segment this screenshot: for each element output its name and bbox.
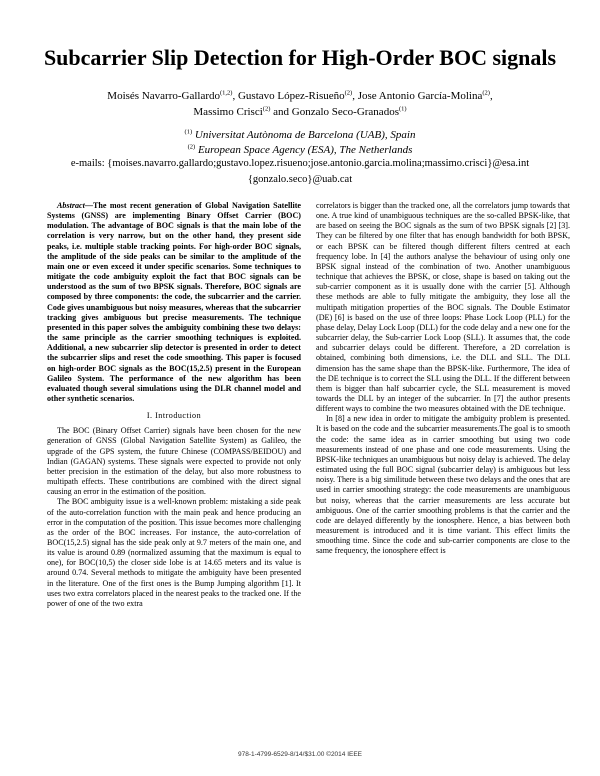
body-paragraph: correlators is bigger than the tracked one, all the correlators jump towards that one. A true kind of unambiguous techniques are the so-called BPSK-like, that are based on seeing the BOC signals as the sum of two BPSK signals [2] [3]. They can be filtered by one filter that has enough bandwidth for both BPSK, or each BPSK can be filtered though different filters centred at each frequency lobe. In [4] the authors analyse the behaviour of using only one BPSK signal instead of the combination of two. Another unambiguous technique that achieves the BPSK, or close, shape is based on taking out the sub-carrier component as it is usually done with the carrier [5]. Although these methods are able to fully mitigate the ambiguity, they lose all the multipath mitigation properties of the BOC signals. The Double Estimator (DE) [6] is based on the use of three loops: Phase Lock Loop (PLL) for the phase delay, Delay Lock Loop (DLL) for the code delay and a new one for the subcarrier delay, the Sub-carrier Lock Loop (SLL). It assumes that, the code and subcarrier delays could be different. Therefore, a 2D correlation is obtained, combining both dimensions, i.e. the DLL and SLL. The DLL dimension has the same shape than the BPSK-like. Furthermore, The idea of the DE technique is to correct the SLL using the DLL. If the different between them is bigger than half subcarrier cycle, the SLL measurement is moved towards the DLL by an integer of the subcarrier. In [7] the author presents different ways to combine the two measures obtained with the DE technique. [316,201,570,414]
author-affiliation-mark: (2) [482,89,490,97]
affiliation-list [70,128,530,158]
author-affiliation-mark: (1,2) [220,89,233,97]
body-paragraph: The BOC (Binary Offset Carrier) signals have been chosen for the new generation of GNSS (Global Navigation Satellite System) as Galileo, the upgrade of the GPS system, the future Chinese (COMPASS/BEIDOU) and Indian (GAGAN) systems. These signals were expected to provide not only better precision in the estimation of the delay, but also more robustness to multipath effects. These contributions are combined with the direct signal causing an error in the estimation of the position. [47,426,301,497]
abstract [47,201,301,404]
author-affiliation-mark: (1) [398,105,407,113]
author-name: , Gustavo López-Risueño [232,90,345,102]
email-line: {gonzalo.seco}@uab.cat [247,174,353,185]
author-name: Massimo Crisci [193,106,263,118]
affiliation: European Space Agency (ESA), The Netherlands [195,144,413,156]
author-affiliation-mark: (2) [344,89,353,97]
abstract-lead: Abstract [57,201,85,210]
affiliation-mark: (2) [187,143,196,151]
author-name: , Jose Antonio García-Molina [352,90,483,102]
abstract-text: —The most recent generation of Global Navigation Satellite Systems (GNSS) are implementing Binary Offset Carrier (BOC) modulation. The advantage of BOC signals is that the main lobe of the correlation is very narrow, but on the other hand, they present side peaks, i.e. multiple stable tracking points. For high-order BOC signals, the amplitude of the side peaks can be similar to the amplitude of the main one or even exceed it under specific scenarios. Some techniques to mitigate the code ambiguity exploit the fact that BOC signals can be understood as the sum of two BPSK signals. Therefore, BOC signals are composed by three components: the code, the subcarrier and the carrier. Code gives unambiguous but noisy measures, whereas that the subcarrier tracking gives ambiguous but precise measurements. The technique presented in this paper solves the ambiguity combining these two delays: the same principle as the carrier smoothing techniques is exploited. Additional, a new subcarrier slip detector is presented in order to detect the subcarrier slips and reset the code smoothing. This paper is focused on high-order BOC signals as the BOC(15,2.5) present in the European Galileo System. The performance of the new algorithm has been evaluated though several simulations using the DLR channel model and other synthetic scenarios. [47,201,301,403]
email-list [50,156,550,188]
left-column [47,201,301,609]
affiliation: Universitat Autònoma de Barcelona (UAB), Spain [192,129,416,141]
right-column [316,201,570,556]
body-paragraph: In [8] a new idea in order to mitigate the ambiguity problem is presented. It is based on the code and the subcarrier measurements.The goal is to smooth the code: the same idea as in carrier smoothing but using two code measurements instead of one phase and one code measurements. Using the BPSK-like techniques an unambiguous but noisy delay is achieved. The delay estimated using the full BOC signal (subcarrier delay) is ambiguous but less noisy. There is a big similitude between these two delays and the ones that are used in carrier smoothing strategy: the code measurements are unambiguous but noisy, whereas that the carrier measurements are less accurate but ambiguous. One of the carrier smoothing problems is that the carrier and the code are delayed differently by the ionosphere. Hence, a bias between both measurement is introduced and it is time variant. This effect limits the smoothing time. Since the code and sub-carrier components are close to the same frequency, the ionosphere effect is [316,414,570,556]
author-affiliation-mark: (2) [262,105,271,113]
author-name: Moisés Navarro-Gallardo [107,90,221,102]
section-heading: I. Introduction [146,411,202,421]
author-name: and Gonzalo Seco-Granados [270,106,399,118]
author-list: Moisés Navarro-Gallardo$^{(1,2)}$, Gustavo López-Risueño$^{(2)}$, Jose Antonio García-Molina$^{(2)}$, Massimo Crisci$^{(2)}$ and Gonzalo Seco-Granados$^{(1)}$ [107,89,493,118]
copyright-footer: 978-1-4799-6529-8/14/$31.00 ©2014 IEEE [237,751,363,758]
body-paragraph: The BOC ambiguity issue is a well-known problem: mistaking a side peak of the auto-correlation function with the main peak and hence producing an error in the computation of the position. This issue becomes more challenging as the order of the BOC increases. For instance, the auto-correlation of BOC(15,2.5) signal has the side peak only at 9.7 meters of the main one, and its value is around 0.89 (normalized assuming that the maximum is equal to one), for BOC(10,5) the closer side lobe is at 14.65 meters and its value is around 0.74. Several methods to mitigate the ambiguity have been presented in the literature. One of the first ones is the Bump Jumping algorithm [1]. It uses two extra correlators placed in the nearest peaks to the tracked one. If the power of one of the two extra [47,497,301,608]
paper-title: Subcarrier Slip Detection for High-Order BOC signals [43,45,557,70]
affiliation-mark: (1) [184,128,193,136]
email-line: e-mails: {moises.navarro.gallardo;gustavo.lopez.risueno;jose.antonio.garcia.molina;massimo.crisci}@esa.int [70,158,530,169]
